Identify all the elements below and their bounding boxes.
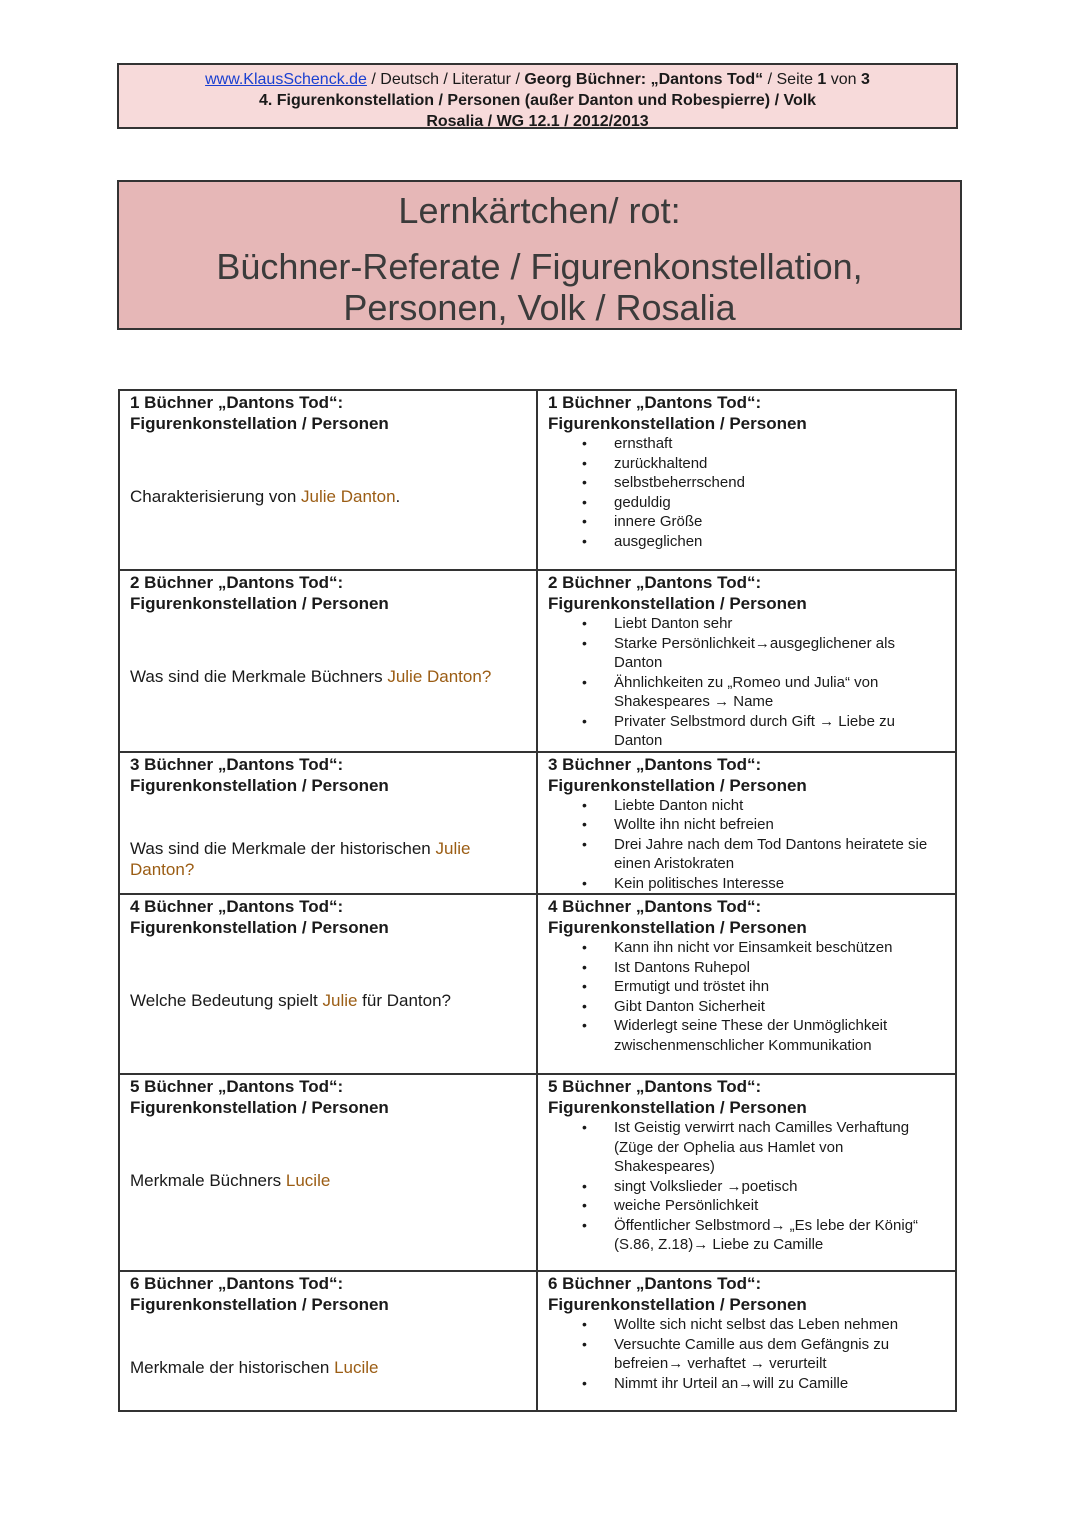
card-heading-topic: Figurenkonstellation / Personen: [130, 414, 389, 433]
answer-item: • Wollte ihn nicht befreien: [614, 815, 945, 835]
card-heading-topic: Figurenkonstellation / Personen: [548, 594, 807, 613]
flashcard-row: [119, 1074, 956, 1271]
flashcard-answer-side: [537, 1271, 956, 1411]
answer-item: • Liebte Danton nicht: [614, 796, 945, 816]
document-header: [117, 63, 958, 129]
flashcard-question-side: [119, 894, 537, 1074]
card-heading-number: 4 Büchner „Dantons Tod“:: [130, 897, 344, 916]
answer-item: • selbstbeherrschend: [614, 473, 945, 493]
header-page-of: von: [826, 71, 861, 88]
card-heading-topic: Figurenkonstellation / Personen: [548, 775, 807, 795]
answer-item: • Drei Jahre nach dem Tod Dantons heiratete sie einen Aristokraten: [614, 835, 945, 874]
flashcard-row: [119, 390, 956, 570]
card-heading-number: 1 Büchner „Dantons Tod“:: [130, 393, 344, 412]
answer-item: • Liebt Danton sehr: [614, 614, 945, 634]
question-highlight: Julie Danton?: [130, 838, 471, 879]
question-text: Was sind die Merkmale der historischen: [130, 838, 436, 858]
header-page-label: / Seite: [763, 71, 818, 88]
flashcard-row: [119, 1271, 956, 1411]
answer-item: • Ermutigt und tröstet ihn: [614, 977, 945, 997]
answer-item: • Ist Geistig verwirrt nach Camilles Verhaftung (Züge der Ophelia aus Hamlet von Shakespeares): [614, 1118, 945, 1177]
answer-item: • weiche Persönlichkeit: [614, 1196, 945, 1216]
card-heading-number: 2 Büchner „Dantons Tod“:: [130, 573, 344, 592]
answer-list: [548, 938, 945, 1055]
card-heading-number: 6 Büchner „Dantons Tod“:: [548, 1274, 762, 1293]
flashcard-answer-side: [537, 752, 956, 895]
question-highlight: Lucile: [334, 1358, 379, 1377]
answer-list: [548, 1118, 945, 1255]
answer-item: • Versuchte Camille aus dem Gefängnis zu befreien→ verhaftet → verurteilt: [614, 1335, 945, 1374]
answer-item: • innere Größe: [614, 512, 945, 532]
answer-item: • Ist Dantons Ruhepol: [614, 958, 945, 978]
header-line-2: [119, 90, 956, 111]
question-highlight: Lucile: [285, 1171, 331, 1190]
answer-item: • Kann ihn nicht vor Einsamkeit beschützen: [614, 938, 945, 958]
title-line-1: Lernkärtchen/ rot:: [398, 190, 681, 231]
question-highlight: Julie Danton: [301, 487, 396, 506]
answer-item: • Privater Selbstmord durch Gift → Liebe zu Danton: [614, 712, 945, 751]
card-heading-number: 2 Büchner „Dantons Tod“:: [548, 573, 762, 592]
flashcard-row: [119, 570, 956, 752]
card-question: [130, 1170, 526, 1191]
header-line-1: [119, 69, 956, 90]
answer-item: • zurückhaltend: [614, 454, 945, 474]
question-text: Was sind die Merkmale Büchners: [130, 667, 388, 686]
card-question: [130, 486, 526, 507]
answer-item: • Wollte sich nicht selbst das Leben nehmen: [614, 1315, 945, 1335]
card-heading-number: 6 Büchner „Dantons Tod“:: [130, 1274, 344, 1293]
card-heading-topic: Figurenkonstellation / Personen: [130, 775, 389, 795]
card-question: [130, 1357, 526, 1378]
flashcard-row: [119, 752, 956, 895]
header-page-current: 1: [817, 71, 827, 88]
card-heading-topic: Figurenkonstellation / Personen: [548, 918, 807, 937]
card-heading-number: 1 Büchner „Dantons Tod“:: [548, 393, 762, 412]
question-text-end: für Danton?: [357, 991, 452, 1010]
question-highlight: Julie Danton?: [387, 667, 492, 686]
card-heading-number: 5 Büchner „Dantons Tod“:: [130, 1077, 344, 1096]
flashcard-answer-side: [537, 1074, 956, 1271]
answer-item: • Widerlegt seine These der Unmöglichkeit zwischenmenschlicher Kommunikation: [614, 1016, 945, 1055]
header-work-title: Georg Büchner: „Dantons Tod“: [524, 71, 764, 88]
flashcard-table: [118, 389, 957, 1412]
flashcard-question-side: [119, 752, 537, 895]
card-heading-number: 3 Büchner „Dantons Tod“:: [130, 754, 344, 774]
card-question: [130, 666, 526, 687]
card-heading-topic: Figurenkonstellation / Personen: [548, 1098, 807, 1117]
answer-item: • singt Volkslieder →poetisch: [614, 1177, 945, 1197]
answer-item: • Öffentlicher Selbstmord→ „Es lebe der König“ (S.86, Z.18)→ Liebe zu Camille: [614, 1216, 945, 1255]
title-box: [117, 180, 962, 330]
header-breadcrumb: / Deutsch / Literatur /: [366, 71, 525, 88]
answer-item: • Gibt Danton Sicherheit: [614, 997, 945, 1017]
card-heading-topic: Figurenkonstellation / Personen: [130, 1295, 389, 1314]
answer-item: • ernsthaft: [614, 434, 945, 454]
card-question: [130, 838, 526, 880]
flashcard-answer-side: [537, 390, 956, 570]
answer-item: • Nimmt ihr Urteil an→will zu Camille: [614, 1374, 945, 1394]
header-page-total: 3: [861, 71, 870, 88]
card-question: [130, 990, 526, 1011]
header-author-class: Rosalia / WG 12.1 / 2012/2013: [426, 113, 649, 130]
question-text: Merkmale Büchners: [130, 1171, 286, 1190]
card-heading-topic: Figurenkonstellation / Personen: [548, 414, 807, 433]
flashcard-row: [119, 894, 956, 1074]
answer-item: • geduldig: [614, 493, 945, 513]
question-text: Welche Bedeutung spielt: [130, 991, 323, 1010]
flashcard-question-side: [119, 390, 537, 570]
question-text: Merkmale der historischen: [130, 1358, 335, 1377]
card-heading-topic: Figurenkonstellation / Personen: [130, 918, 389, 937]
flashcard-question-side: [119, 1271, 537, 1411]
answer-item: • Starke Persönlichkeit→ausgeglichener als Danton: [614, 634, 945, 673]
klausschenck-link[interactable]: www.KlausSchenck.de: [205, 71, 367, 88]
card-heading-number: 3 Büchner „Dantons Tod“:: [548, 754, 762, 774]
flashcard-question-side: [119, 1074, 537, 1271]
flashcard-answer-side: [537, 570, 956, 752]
answer-item: • Ähnlichkeiten zu „Romeo und Julia“ von Shakespeares → Name: [614, 673, 945, 712]
header-line-3: [119, 111, 956, 132]
question-highlight: Julie: [322, 991, 358, 1010]
answer-list: [548, 614, 945, 751]
flashcard-question-side: [119, 570, 537, 752]
answer-list: [548, 1315, 945, 1393]
title-line-2-text: Büchner-Referate / Figurenkonstellation,: [216, 246, 863, 287]
answer-item: • Kein politisches Interesse: [614, 874, 945, 894]
title-line-2: [119, 246, 960, 328]
flashcard-answer-side: [537, 894, 956, 1074]
title-line-3-text: Personen, Volk / Rosalia: [343, 287, 736, 328]
question-text-end: .: [395, 487, 401, 506]
answer-list: [548, 434, 945, 551]
answer-list: [548, 796, 945, 894]
card-heading-topic: Figurenkonstellation / Personen: [548, 1295, 807, 1314]
card-heading-number: 4 Büchner „Dantons Tod“:: [548, 897, 762, 916]
card-heading-topic: Figurenkonstellation / Personen: [130, 594, 389, 613]
question-text: Charakterisierung von: [130, 487, 302, 506]
card-heading-number: 5 Büchner „Dantons Tod“:: [548, 1077, 762, 1096]
answer-item: • ausgeglichen: [614, 532, 945, 552]
card-heading-topic: Figurenkonstellation / Personen: [130, 1098, 389, 1117]
header-topic: 4. Figurenkonstellation / Personen (außer Danton und Robespierre) / Volk: [258, 92, 817, 109]
